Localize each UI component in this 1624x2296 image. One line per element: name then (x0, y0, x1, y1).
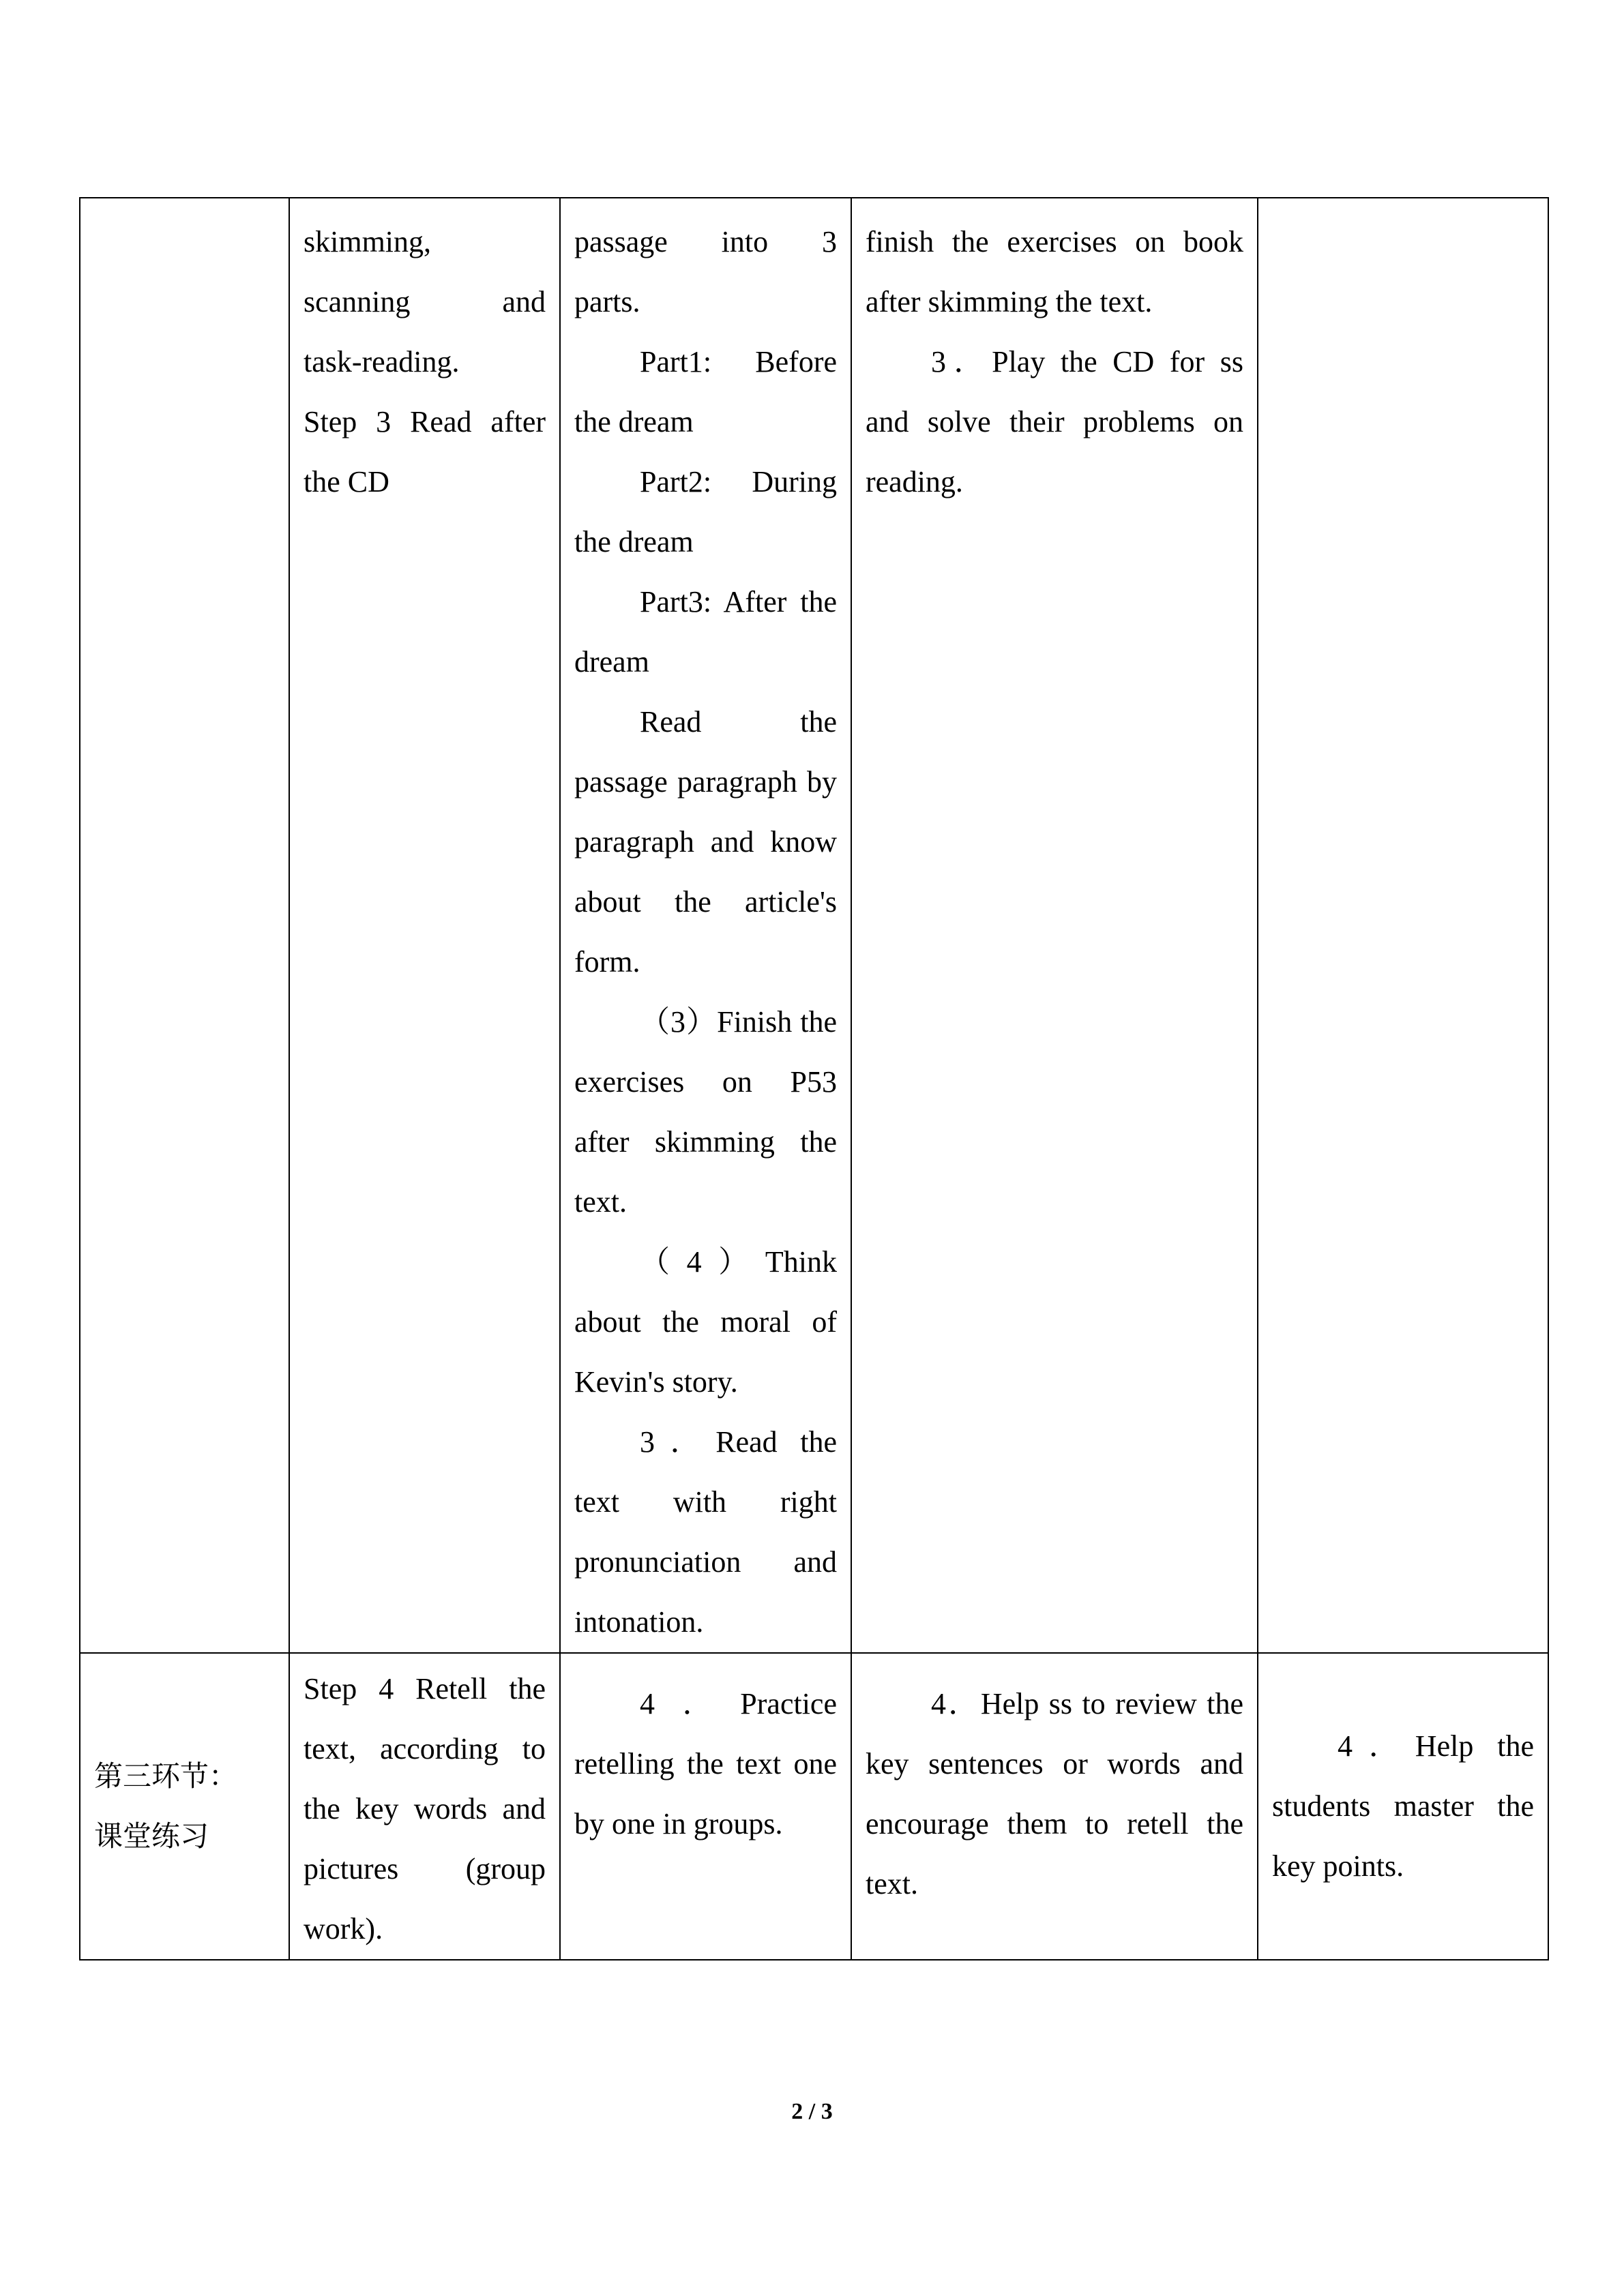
paragraph: 4．Help the students master the key points. (1272, 1729, 1534, 1883)
paragraph: （3）Finish the exercises on P53 after skimming the text. (574, 1005, 837, 1219)
text-line: the CD (304, 465, 389, 498)
paragraph: 4．Practice retelling the text one by one in groups. (574, 1687, 837, 1840)
paragraph: finish the exercises on book after skimming the text. (866, 225, 1243, 318)
paragraph: Part2: During the dream (574, 465, 837, 558)
paragraph: 3．Read the text with right pronunciation and intonation. (574, 1425, 837, 1639)
paragraph: （4）Think about the moral of Kevin's story. (574, 1245, 837, 1399)
text-line: Step 3 Read after (304, 405, 546, 438)
paragraph: Read the passage paragraph by paragraph and know about the article's form. (574, 705, 837, 979)
stage-subtitle: 课堂练习 (94, 1819, 209, 1853)
table-row (80, 1653, 1548, 1960)
lesson-plan-table (79, 197, 1549, 1960)
design-intent-cell (1258, 198, 1548, 1653)
text-line: passage into 3 (574, 225, 837, 258)
paragraph: 3．Play the CD for ss and solve their problems on reading. (866, 345, 1243, 498)
text-line: task-reading. (304, 345, 460, 378)
text-line: scanning and (304, 285, 546, 318)
design-intent-cell (1258, 1653, 1548, 1960)
text-line: skimming, (304, 225, 432, 258)
table-row (80, 198, 1548, 1653)
teaching-steps-cell (289, 198, 560, 1653)
paragraph: Part3: After the dream (574, 585, 837, 679)
teacher-activity-cell (851, 198, 1258, 1653)
teaching-steps-cell (289, 1653, 560, 1960)
paragraph: Part1: Before the dream (574, 345, 837, 438)
student-activity-cell (560, 1653, 851, 1960)
teacher-activity-cell (851, 1653, 1258, 1960)
stage-title: 第三环节： (94, 1759, 238, 1793)
page-number: 2 / 3 (791, 2099, 833, 2124)
stage-cell (80, 198, 289, 1653)
paragraph: 4．Help ss to review the key sentences or words and encourage them to retell the text. (866, 1687, 1243, 1900)
student-activity-cell (560, 198, 851, 1653)
paragraph: Step 4 Retell the text, according to the key words and pictures (group work). (304, 1672, 546, 1945)
text-line: parts. (574, 285, 640, 318)
stage-cell (80, 1653, 289, 1960)
